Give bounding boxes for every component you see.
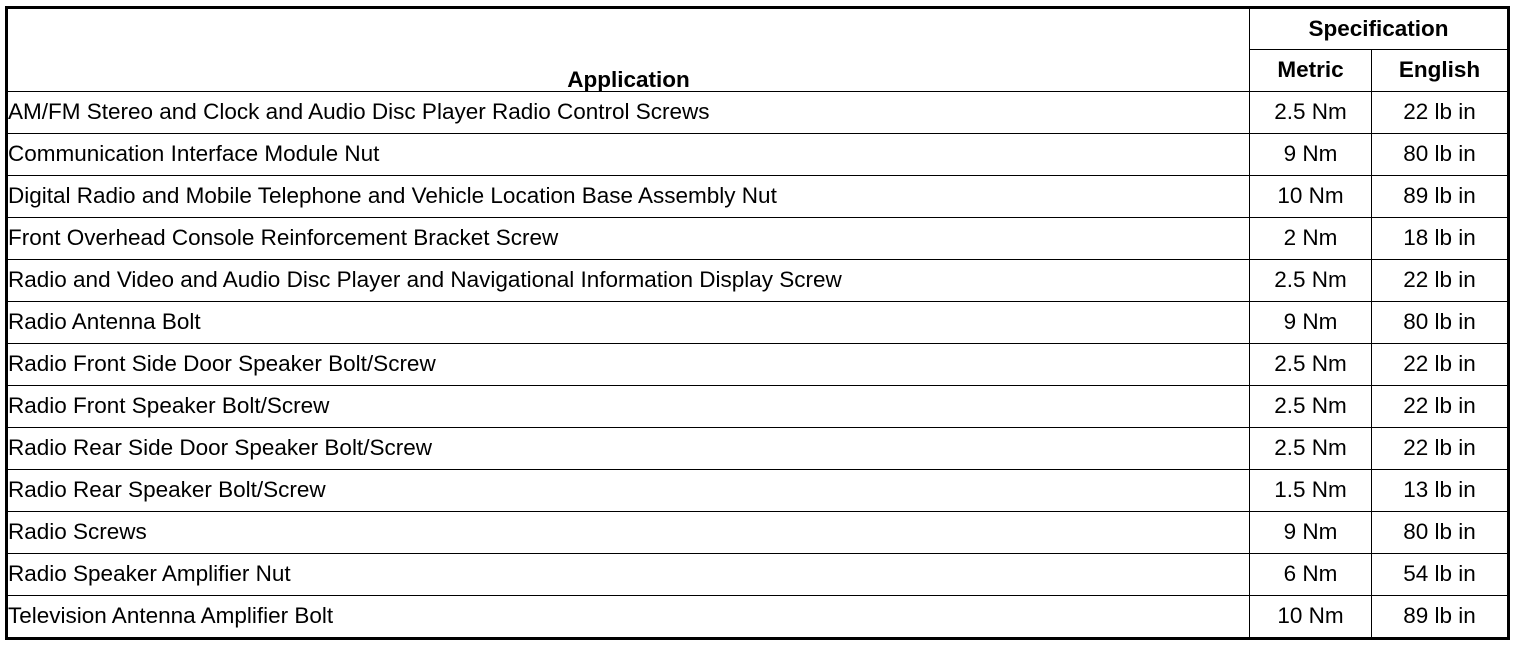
english-cell: 22 lb in — [1372, 344, 1509, 386]
application-cell: Radio Screws — [7, 512, 1250, 554]
table-row — [7, 134, 1509, 176]
english-cell: 80 lb in — [1372, 512, 1509, 554]
application-cell: Front Overhead Console Reinforcement Bracket Screw — [7, 218, 1250, 260]
table-row — [7, 554, 1509, 596]
table-row — [7, 92, 1509, 134]
table-row — [7, 470, 1509, 512]
metric-cell: 6 Nm — [1250, 554, 1372, 596]
table-row — [7, 512, 1509, 554]
metric-cell: 10 Nm — [1250, 596, 1372, 639]
table-row — [7, 302, 1509, 344]
application-cell: Radio Front Speaker Bolt/Screw — [7, 386, 1250, 428]
metric-cell: 2.5 Nm — [1250, 92, 1372, 134]
header-row-top — [7, 8, 1509, 50]
english-cell: 22 lb in — [1372, 428, 1509, 470]
application-cell: Radio and Video and Audio Disc Player and Navigational Information Display Screw — [7, 260, 1250, 302]
metric-cell: 2.5 Nm — [1250, 428, 1372, 470]
application-cell: Radio Rear Speaker Bolt/Screw — [7, 470, 1250, 512]
metric-cell: 9 Nm — [1250, 512, 1372, 554]
metric-cell: 9 Nm — [1250, 134, 1372, 176]
english-cell: 13 lb in — [1372, 470, 1509, 512]
english-cell: 89 lb in — [1372, 176, 1509, 218]
application-cell: Radio Antenna Bolt — [7, 302, 1250, 344]
english-cell: 22 lb in — [1372, 92, 1509, 134]
english-cell: 80 lb in — [1372, 302, 1509, 344]
application-cell: Radio Speaker Amplifier Nut — [7, 554, 1250, 596]
table-header — [7, 8, 1509, 92]
header-english: English — [1372, 50, 1509, 92]
table-row — [7, 596, 1509, 639]
header-application: Application — [7, 8, 1250, 92]
application-cell: Communication Interface Module Nut — [7, 134, 1250, 176]
english-cell: 89 lb in — [1372, 596, 1509, 639]
metric-cell: 2.5 Nm — [1250, 260, 1372, 302]
metric-cell: 1.5 Nm — [1250, 470, 1372, 512]
table-row — [7, 428, 1509, 470]
torque-spec-table — [5, 6, 1510, 640]
table-row — [7, 386, 1509, 428]
table-row — [7, 176, 1509, 218]
table-row — [7, 344, 1509, 386]
metric-cell: 2.5 Nm — [1250, 344, 1372, 386]
metric-cell: 2 Nm — [1250, 218, 1372, 260]
metric-cell: 10 Nm — [1250, 176, 1372, 218]
table-body — [7, 92, 1509, 639]
english-cell: 54 lb in — [1372, 554, 1509, 596]
english-cell: 22 lb in — [1372, 386, 1509, 428]
table-row — [7, 218, 1509, 260]
english-cell: 18 lb in — [1372, 218, 1509, 260]
english-cell: 22 lb in — [1372, 260, 1509, 302]
application-cell: AM/FM Stereo and Clock and Audio Disc Player Radio Control Screws — [7, 92, 1250, 134]
header-specification: Specification — [1250, 8, 1509, 50]
table-row — [7, 260, 1509, 302]
application-cell: Radio Rear Side Door Speaker Bolt/Screw — [7, 428, 1250, 470]
metric-cell: 2.5 Nm — [1250, 386, 1372, 428]
header-metric: Metric — [1250, 50, 1372, 92]
metric-cell: 9 Nm — [1250, 302, 1372, 344]
application-cell: Television Antenna Amplifier Bolt — [7, 596, 1250, 639]
english-cell: 80 lb in — [1372, 134, 1509, 176]
application-cell: Digital Radio and Mobile Telephone and Vehicle Location Base Assembly Nut — [7, 176, 1250, 218]
application-cell: Radio Front Side Door Speaker Bolt/Screw — [7, 344, 1250, 386]
